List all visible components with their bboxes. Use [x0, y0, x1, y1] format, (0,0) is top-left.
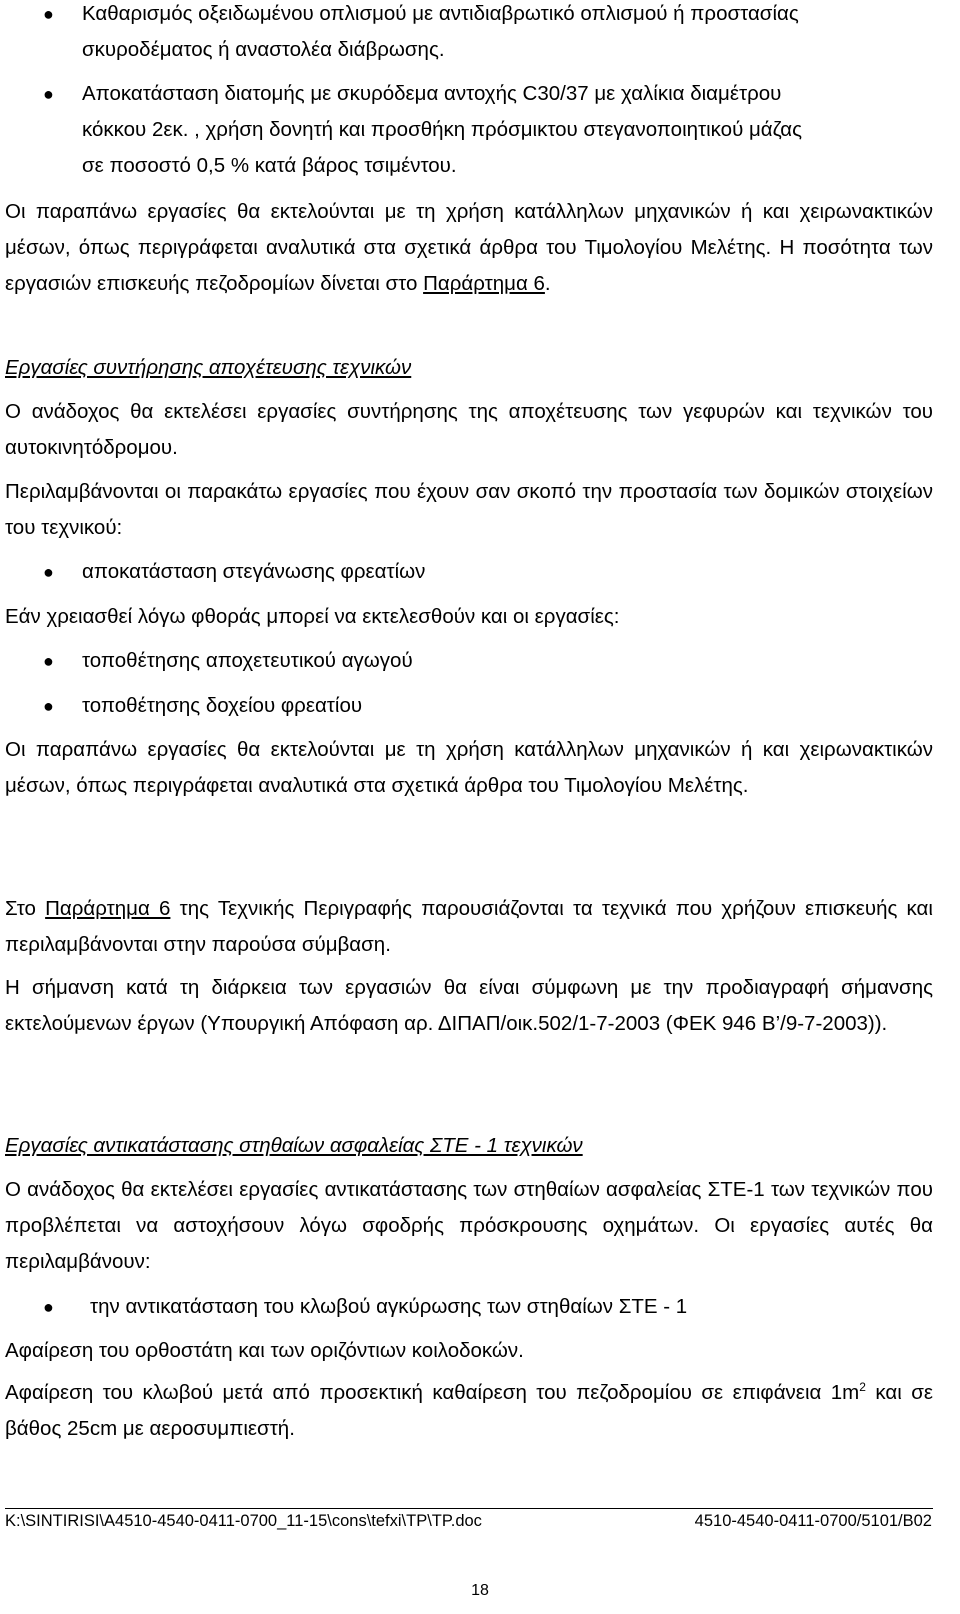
text-line: Καθαρισμός οξειδωμένου οπλισμού με αντιδιαβρωτικό οπλισμού ή προστασίας	[82, 2, 799, 25]
text-line: σε ποσοστό 0,5 % κατά βάρος τσιμέντου.	[82, 154, 457, 177]
paragraph	[5, 194, 933, 302]
list-item-text: τοποθέτησης αποχετευτικού αγωγού	[82, 649, 413, 672]
list-item-text	[82, 76, 934, 184]
paragraph: Εάν χρειασθεί λόγω φθοράς μπορεί να εκτελεσθούν και οι εργασίες:	[5, 605, 620, 628]
paragraph: Αφαίρεση του ορθοστάτη και των οριζόντιων κοιλοδοκών.	[5, 1339, 524, 1362]
footer-document-code: 4510-4540-0411-0700/5101/B02	[694, 1512, 932, 1530]
appendix-link[interactable]: Παράρτημα 6	[45, 897, 171, 920]
paragraph-text: και σε βάθος 25cm με αεροσυμπιεστή.	[5, 1381, 934, 1440]
text-line: σκυροδέματος ή αναστολέα διάβρωσης.	[82, 38, 445, 61]
text-line: κόκκου 2εκ. , χρήση δονητή και προσθήκη πρόσμικτου στεγανοποιητικού μάζας	[82, 118, 803, 141]
paragraph-end: .	[544, 272, 551, 295]
page-number: 18	[471, 1582, 489, 1599]
appendix-link[interactable]: Παράρτημα 6	[423, 272, 545, 295]
text-line: Αποκατάσταση διατομής με σκυρόδεμα αντοχής C30/37 με χαλίκια διαμέτρου	[82, 82, 782, 105]
paragraph	[5, 1375, 933, 1447]
paragraph: Περιλαμβάνονται οι παρακάτω εργασίες που έχουν σαν σκοπό την προστασία των δομικών στοιχείων του τεχνικού:	[5, 480, 933, 539]
paragraph-text: Αφαίρεση του κλωβού μετά από προσεκτική καθαίρεση του πεζοδρομίου σε επιφάνεια 1m	[5, 1381, 860, 1404]
paragraph	[5, 891, 933, 963]
footer-divider	[5, 1508, 933, 1509]
bullet-icon: ●	[43, 1297, 54, 1317]
paragraph-text: Οι παραπάνω εργασίες θα εκτελούνται με τη χρήση κατάλληλων μηχανικών ή και χειρωνακτικών μέσων, όπως περιγράφεται αναλυτικά στα σχετικά άρθρα του Τιμολογίου Μελέτης. Η ποσότητα των εργασιών επισκευής πεζοδρομίων δίνεται στο	[5, 200, 933, 295]
bullet-icon: ●	[43, 651, 54, 671]
list-item-text	[82, 0, 934, 68]
bullet-icon: ●	[43, 562, 54, 582]
paragraph: Η σήμανση κατά τη διάρκεια των εργασιών θα είναι σύμφωνη με την προδιαγραφή σήμανσης εκτελούμενων έργων (Υπουργική Απόφαση αρ. ΔΙΠΑΠ/οικ.502/1-7-2003 (ΦΕΚ 946 Β’/9-7-2003)).	[5, 976, 933, 1035]
section-heading: Εργασίες αντικατάστασης στηθαίων ασφαλείας ΣΤΕ - 1 τεχνικών	[5, 1134, 583, 1157]
paragraph: Ο ανάδοχος θα εκτελέσει εργασίες συντήρησης της αποχέτευσης των γεφυρών και τεχνικών του αυτοκινητόδρομου.	[5, 400, 933, 459]
bullet-icon: ●	[43, 4, 54, 24]
bullet-icon: ●	[43, 84, 54, 104]
list-item-text: την αντικατάσταση του κλωβού αγκύρωσης των στηθαίων ΣΤΕ - 1	[90, 1295, 688, 1318]
superscript: 2	[859, 1380, 866, 1395]
paragraph: Οι παραπάνω εργασίες θα εκτελούνται με τη χρήση κατάλληλων μηχανικών ή και χειρωνακτικών μέσων, όπως περιγράφεται αναλυτικά στα σχετικά άρθρα του Τιμολογίου Μελέτης.	[5, 738, 933, 797]
list-item-text: αποκατάσταση στεγάνωσης φρεατίων	[82, 560, 426, 583]
list-item-text: τοποθέτησης δοχείου φρεατίου	[82, 694, 363, 717]
section-heading: Εργασίες συντήρησης αποχέτευσης τεχνικών	[5, 356, 412, 379]
footer-file-path: K:\SINTIRISI\A4510-4540-0411-0700_11-15\cons\tefxi\TP\TP.doc	[5, 1512, 482, 1530]
bullet-icon: ●	[43, 696, 54, 716]
paragraph-text: της Τεχνικής Περιγραφής παρουσιάζονται τα τεχνικά που χρήζουν επισκευής και περιλαμβάνονται στην παρούσα σύμβαση.	[5, 897, 933, 956]
paragraph: Ο ανάδοχος θα εκτελέσει εργασίες αντικατάστασης των στηθαίων ασφαλείας ΣΤΕ-1 των τεχνικών που προβλέπεται να αστοχήσουν λόγω σφοδρής πρόσκρουσης οχημάτων. Οι εργασίες αυτές θα περιλαμβάνουν:	[5, 1178, 933, 1273]
paragraph-text: Στο	[5, 897, 46, 920]
